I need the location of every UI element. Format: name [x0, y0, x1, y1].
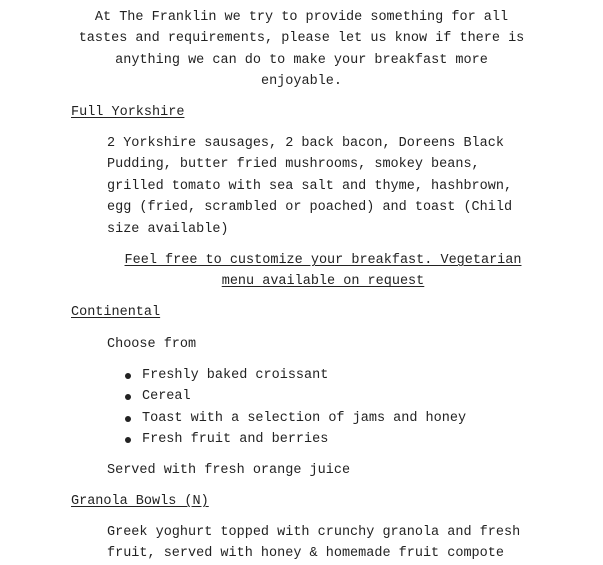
bullet-icon [125, 416, 131, 422]
list-item-text: Toast with a selection of jams and honey [142, 410, 467, 426]
intro-line: At The Franklin we try to provide something for all [94, 10, 509, 25]
description-line: 2 Yorkshire sausages, 2 back bacon, Doreens Black [107, 136, 504, 151]
description-line: Pudding, butter fried mushrooms, smokey beans, [107, 157, 480, 173]
list-item [107, 365, 466, 386]
description-line: Greek yoghurt topped with crunchy granola and fresh [107, 525, 521, 540]
bullet-icon [125, 394, 131, 400]
list-item [107, 386, 466, 407]
description-line: grilled tomato with sea salt and thyme, hashbrown, [107, 178, 513, 194]
note-line: Feel free to customize your breakfast. Vegetarian [124, 253, 522, 268]
intro-line: enjoyable. [260, 74, 342, 90]
heading-full-yorkshire: Full Yorkshire [71, 105, 185, 120]
continental-list [107, 365, 466, 451]
customize-note [108, 250, 538, 293]
heading-continental: Continental [71, 305, 161, 320]
intro-paragraph [0, 7, 603, 93]
list-item-text: Cereal [142, 389, 191, 405]
list-item-text: Fresh fruit and berries [142, 432, 329, 448]
full-yorkshire-description [107, 133, 512, 240]
heading-granola-bowls: Granola Bowls (N) [71, 494, 209, 509]
continental-intro: Choose from [107, 337, 197, 352]
intro-line: tastes and requirements, please let us know if there is [78, 31, 525, 47]
description-line: fruit, served with honey & homemade fruit compote [107, 546, 504, 562]
bullet-icon [125, 373, 131, 379]
description-line: egg (fried, scrambled or poached) and toast (Child [107, 200, 513, 216]
description-line: size available) [107, 221, 229, 237]
list-item [107, 408, 466, 429]
bullet-icon [125, 437, 131, 443]
continental-footer: Served with fresh orange juice [107, 463, 351, 478]
note-line: menu available on request [221, 274, 425, 290]
list-item [107, 429, 466, 450]
intro-line: anything we can do to make your breakfast more [115, 52, 488, 68]
list-item-text: Freshly baked croissant [142, 368, 329, 383]
granola-description [107, 522, 520, 565]
